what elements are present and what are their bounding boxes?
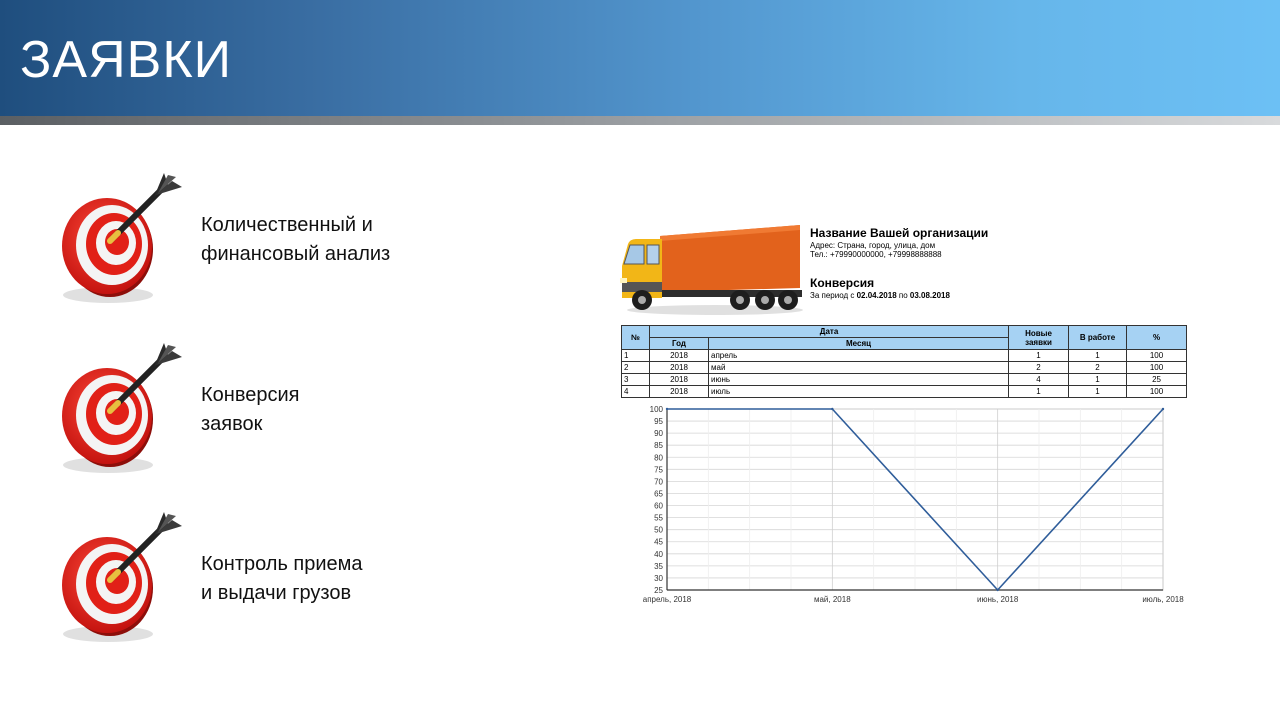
cell-new: 1 (1009, 386, 1069, 398)
cell-year: 2018 (650, 350, 709, 362)
table-row (622, 350, 1187, 362)
dartboard-icon (50, 506, 190, 646)
feature-label-conversion-line2: заявок (201, 413, 263, 435)
conversion-line-chart (620, 400, 1195, 605)
feature-item-analysis (50, 167, 450, 307)
dartboard-icon (50, 167, 190, 307)
period-prefix: За период с (810, 291, 855, 300)
y-tick-label: 25 (654, 586, 663, 595)
header-num: № (622, 326, 650, 350)
header-month: Месяц (709, 338, 1009, 350)
data-point (666, 408, 668, 410)
truck-icon (620, 222, 805, 317)
y-tick-label: 60 (654, 501, 663, 511)
data-point (1162, 408, 1164, 410)
header-banner (0, 0, 1280, 116)
cell-in-work: 1 (1069, 374, 1127, 386)
data-point (831, 408, 833, 410)
cell-year: 2018 (650, 374, 709, 386)
report-title: Конверсия (810, 276, 875, 290)
data-point (996, 589, 998, 591)
table-row (622, 362, 1187, 374)
header-divider (0, 116, 1280, 125)
period-to: 03.08.2018 (909, 291, 950, 300)
conversion-report (620, 220, 1190, 620)
cell-in-work: 1 (1069, 386, 1127, 398)
header-new-requests: Новые заявки (1009, 326, 1069, 350)
header-date: Дата (650, 326, 1009, 338)
cell-num: 4 (622, 386, 650, 398)
cell-new: 1 (1009, 350, 1069, 362)
feature-item-conversion (50, 337, 450, 477)
cell-percent: 100 (1127, 386, 1187, 398)
dartboard-icon (50, 337, 190, 477)
cell-new: 4 (1009, 374, 1069, 386)
y-tick-label: 70 (654, 477, 663, 487)
y-tick-label: 55 (654, 513, 663, 523)
period-mid: по (898, 291, 908, 300)
header-year: Год (650, 338, 709, 350)
cell-month: июль (709, 386, 1009, 398)
organization-name: Название Вашей организации (810, 226, 989, 240)
y-tick-label: 80 (654, 453, 663, 463)
y-tick-label: 90 (654, 429, 663, 439)
feature-item-cargo-control (50, 506, 450, 646)
page-title: ЗАЯВКИ (20, 31, 232, 89)
cell-month: июнь (709, 374, 1009, 386)
y-tick-label: 30 (654, 573, 663, 583)
organization-phone: Тел.: +79990000000, +79998888888 (810, 250, 942, 259)
y-tick-label: 50 (654, 525, 663, 535)
feature-label-conversion-line1: Конверсия (201, 384, 300, 406)
x-tick-label: июль, 2018 (1142, 595, 1184, 604)
cell-num: 3 (622, 374, 650, 386)
table-row (622, 374, 1187, 386)
cell-in-work: 1 (1069, 350, 1127, 362)
y-tick-label: 95 (654, 417, 663, 427)
organization-address: Адрес: Страна, город, улица, дом (810, 241, 936, 250)
x-tick-label: июнь, 2018 (977, 595, 1019, 604)
table-row (622, 386, 1187, 398)
cell-num: 1 (622, 350, 650, 362)
cell-percent: 100 (1127, 350, 1187, 362)
y-tick-label: 65 (654, 489, 663, 499)
cell-percent: 25 (1127, 374, 1187, 386)
cell-in-work: 2 (1069, 362, 1127, 374)
feature-label-cargo-line1: Контроль приема (201, 553, 363, 575)
x-tick-label: май, 2018 (813, 595, 851, 604)
y-tick-label: 85 (654, 441, 663, 451)
cell-month: апрель (709, 350, 1009, 362)
y-tick-label: 100 (649, 405, 663, 414)
y-tick-label: 75 (654, 465, 663, 475)
cell-num: 2 (622, 362, 650, 374)
report-period (810, 291, 950, 300)
header-in-work: В работе (1069, 326, 1127, 350)
y-tick-label: 40 (654, 549, 663, 559)
period-from: 02.04.2018 (856, 291, 897, 300)
cell-year: 2018 (650, 386, 709, 398)
conversion-table (621, 325, 1187, 398)
cell-month: май (709, 362, 1009, 374)
x-tick-label: апрель, 2018 (642, 595, 692, 604)
feature-label-analysis-line2: финансовый анализ (201, 243, 391, 265)
feature-label-cargo-line2: и выдачи грузов (201, 582, 352, 604)
header-percent: % (1127, 326, 1187, 350)
y-tick-label: 35 (654, 561, 663, 571)
y-tick-label: 45 (654, 537, 663, 547)
cell-percent: 100 (1127, 362, 1187, 374)
cell-new: 2 (1009, 362, 1069, 374)
cell-year: 2018 (650, 362, 709, 374)
feature-label-analysis-line1: Количественный и (201, 214, 373, 236)
